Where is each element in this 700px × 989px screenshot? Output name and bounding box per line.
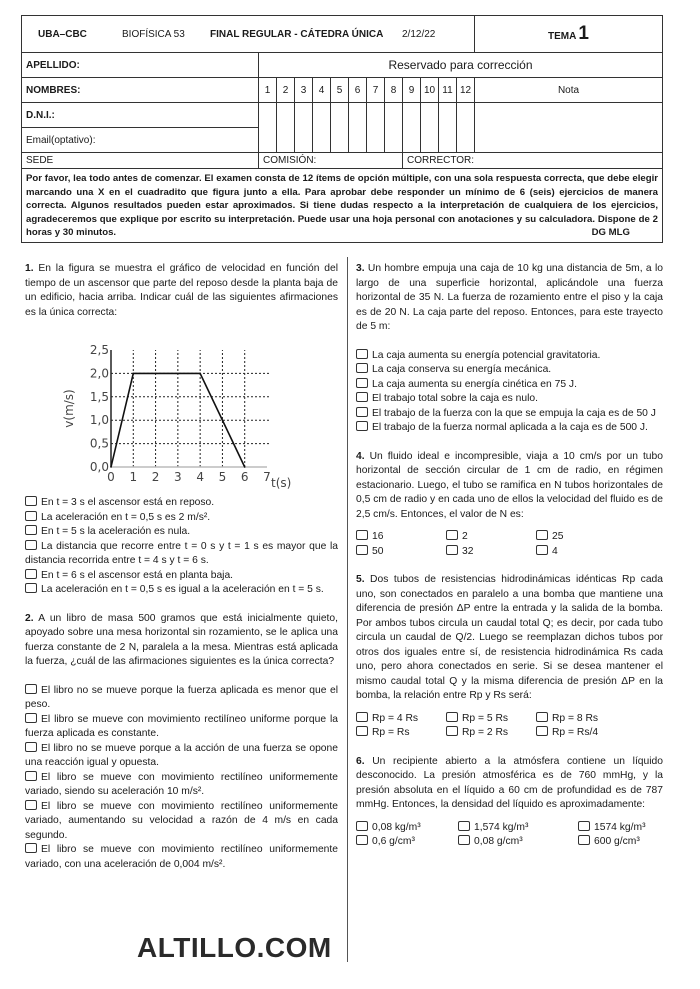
answer-option[interactable]: [356, 835, 458, 850]
answer-option-label: Rp = Rs/4: [552, 727, 599, 738]
checkbox-icon[interactable]: [25, 525, 37, 535]
answer-option-label: El trabajo de la fuerza con la que se empuja la caja es de 50 J: [372, 407, 656, 419]
answer-option[interactable]: [25, 525, 338, 540]
corrector-field[interactable]: [403, 153, 663, 169]
checkbox-icon[interactable]: [536, 712, 548, 722]
right-column: [356, 262, 663, 850]
checkbox-icon[interactable]: [356, 530, 368, 540]
checkbox-icon[interactable]: [25, 684, 37, 694]
answer-option-label: En t = 3 s el ascensor está en reposo.: [41, 497, 215, 508]
answer-option[interactable]: [25, 684, 338, 713]
question-number: 2.: [25, 612, 34, 624]
answer-option[interactable]: [356, 726, 446, 741]
answer-option[interactable]: [25, 800, 338, 844]
answer-option[interactable]: [356, 821, 458, 836]
question-5-text: [356, 573, 663, 704]
checkbox-icon[interactable]: [356, 726, 368, 736]
question-6-text: [356, 755, 663, 813]
grade-column-header: 12: [457, 78, 475, 103]
email-field[interactable]: [22, 128, 259, 153]
question-number: 6.: [356, 755, 365, 767]
checkbox-icon[interactable]: [25, 569, 37, 579]
checkbox-icon[interactable]: [356, 378, 368, 388]
answer-option-label: Rp = Rs: [372, 727, 410, 738]
answer-option[interactable]: [356, 712, 446, 727]
checkbox-icon[interactable]: [458, 821, 470, 831]
reserved-label: Reservado para corrección: [259, 53, 663, 78]
y-tick-label: 1,5: [89, 389, 109, 404]
answer-option-label: La aceleración en t = 0,5 s es igual a la aceleración en t = 5 s.: [41, 584, 324, 595]
question-number: 5.: [356, 574, 365, 585]
question-stem: A un libro de masa 500 gramos que está inicialmente quieto, apoyado sobre una mesa horizontal sin rozamiento, se le aplica una fuerza constante de 2 N, paralela a la mesa. Mientras está aplicada la fuerza, ¿cuál de las afirmaciones siguientes es la única correcta?: [25, 612, 338, 667]
comision-field[interactable]: [259, 153, 403, 169]
answer-option-label: Rp = 8 Rs: [552, 712, 599, 724]
tema-label: TEMA: [548, 31, 577, 42]
answer-option[interactable]: [578, 835, 668, 850]
checkbox-icon[interactable]: [446, 530, 458, 540]
question-stem: Dos tubos de resistencias hidrodinámicas idénticas Rp cada uno, son conectados en paralelo a una bomba que mantiene una diferencia de presión ΔP entre la entrada y la salida de la bomba. Por ambos tubos circula un caudal total Q; es decir, por cada tubo circula un caudal de Q/2. Luego se reemplazan dichos tubos por otros dos iguales entre sí, de resistencia hidrodinámica Rs cada uno, pero ahora conectados en serie. Si se desea mantener el mismo caudal total Q y la misma diferencia de presión ΔP en la bomba, la relación entre Rp y Rs será:: [356, 574, 663, 701]
x-axis-label: t(s): [271, 476, 292, 490]
checkbox-icon[interactable]: [356, 835, 368, 845]
grade-cell[interactable]: [385, 103, 403, 153]
checkbox-icon[interactable]: [356, 407, 368, 417]
answer-option-label: El trabajo total sobre la caja es nulo.: [372, 393, 538, 404]
question-3-options: [356, 349, 663, 436]
spacer: [356, 436, 663, 450]
apellido-label: APELLIDO:: [26, 59, 80, 71]
checkbox-icon[interactable]: [578, 835, 590, 845]
checkbox-icon[interactable]: [356, 712, 368, 722]
grade-cell[interactable]: [277, 103, 295, 153]
answer-option-label: El libro se mueve con movimiento rectilíneo uniformemente variado, aumentando su velocidad a razón de 4 m/s en cada segundo.: [25, 800, 338, 841]
answer-option-label: El trabajo de la fuerza normal aplicada a la caja es de 500 J.: [372, 422, 648, 433]
answer-option-label: Rp = 2 Rs: [462, 727, 509, 738]
tema-number: 1: [578, 23, 589, 44]
answer-option[interactable]: [25, 843, 338, 872]
y-tick-label: 1,0: [89, 413, 109, 428]
institution: UBA–CBC: [38, 28, 87, 40]
answer-option-label: 32: [462, 545, 474, 557]
y-tick-label: 2,0: [89, 366, 109, 381]
grade-column-header: 1: [259, 78, 277, 103]
answer-option[interactable]: [25, 540, 338, 569]
apellido-field[interactable]: [22, 53, 259, 78]
subject: BIOFÍSICA 53: [122, 28, 185, 40]
answer-option[interactable]: [536, 712, 646, 727]
question-4-text: [356, 450, 663, 523]
watermark-logo: ALTILLO.COM: [137, 932, 332, 963]
answer-option[interactable]: [458, 835, 578, 850]
answer-option[interactable]: [446, 726, 536, 741]
answer-option-label: 1574 kg/m³: [594, 821, 646, 833]
answer-option-label: El libro se mueve con movimiento rectilíneo uniformemente variado, siendo su aceleración 10 m/s².: [25, 771, 338, 797]
answer-option-label: 0,6 g/cm³: [372, 836, 415, 847]
checkbox-icon[interactable]: [536, 530, 548, 540]
answer-option[interactable]: [356, 392, 663, 407]
answer-option-label: El libro se mueve con movimiento rectilíneo uniforme porque la fuerza aplicada es constante.: [25, 713, 338, 739]
answer-option[interactable]: [578, 821, 668, 836]
answer-option[interactable]: [25, 511, 338, 526]
answer-option-label: Rp = 4 Rs: [372, 712, 419, 724]
grade-column-header: 2: [277, 78, 295, 103]
answer-option-label: Rp = 5 Rs: [462, 712, 509, 724]
x-tick-label: 3: [174, 470, 182, 484]
answer-option[interactable]: [356, 378, 663, 393]
x-tick-label: 0: [107, 470, 115, 484]
grade-column-header: 8: [385, 78, 403, 103]
column-divider: [347, 257, 348, 962]
answer-option[interactable]: [356, 407, 663, 422]
answer-option[interactable]: [356, 421, 663, 436]
exam-title-row: [22, 16, 475, 53]
answer-option-label: En t = 5 s la aceleración es nula.: [41, 526, 191, 537]
dni-label: D.N.I.:: [26, 109, 55, 121]
grade-cell[interactable]: [313, 103, 331, 153]
checkbox-icon[interactable]: [25, 583, 37, 593]
x-tick-label: 7: [263, 470, 271, 484]
spacer: [356, 559, 663, 573]
question-number: 3.: [356, 263, 365, 274]
grade-cell[interactable]: [259, 103, 277, 153]
exam-name: FINAL REGULAR - CÁTEDRA ÚNICA: [210, 28, 384, 40]
answer-option[interactable]: [25, 742, 338, 771]
sede-label: SEDE: [26, 155, 54, 166]
checkbox-icon[interactable]: [356, 392, 368, 402]
corrector-label: CORRECTOR:: [407, 155, 475, 166]
x-tick-label: 4: [196, 470, 204, 484]
answer-option-label: La caja aumenta su energía potencial gravitatoria.: [372, 349, 601, 361]
answer-option[interactable]: [356, 363, 663, 378]
grade-column-header: 3: [295, 78, 313, 103]
answer-option[interactable]: [458, 821, 578, 836]
answer-option-label: El libro no se mueve porque la fuerza aplicada es menor que el peso.: [25, 684, 338, 710]
answer-option[interactable]: [25, 713, 338, 742]
question-4-options: [356, 530, 663, 559]
grade-column-header: 10: [421, 78, 439, 103]
answer-option-label: La distancia que recorre entre t = 0 s y t = 1 s es mayor que la distancia recorrida entre t = 4 s y t = 6 s.: [25, 540, 338, 566]
question-stem: Un recipiente abierto a la atmósfera contiene un líquido desconocido. La presión atmosférica es de 760 mmHg, y la presión absoluta en el líquido a 60 cm de profundidad es de 787 mmHg. Entonces, la densidad del líquido es aproximadamente:: [356, 755, 663, 810]
dni-field[interactable]: [22, 103, 259, 128]
spacer: [25, 598, 338, 612]
instructions: [22, 169, 663, 243]
checkbox-icon[interactable]: [356, 363, 368, 373]
data-point: [244, 466, 246, 468]
answer-option[interactable]: [446, 545, 536, 560]
answer-option[interactable]: [25, 569, 338, 584]
answer-option-label: La aceleración en t = 0,5 s es 2 m/s².: [41, 511, 211, 523]
checkbox-icon[interactable]: [25, 496, 37, 506]
grade-cell[interactable]: [403, 103, 421, 153]
question-2-options: [25, 684, 338, 873]
checkbox-icon[interactable]: [25, 800, 37, 810]
question-3-text: [356, 262, 663, 335]
answer-option-label: 0,08 g/cm³: [474, 836, 523, 847]
checkbox-icon[interactable]: [25, 713, 37, 723]
question-number: 4.: [356, 450, 365, 462]
x-tick-label: 2: [151, 470, 160, 484]
nombres-field[interactable]: [22, 78, 259, 103]
x-tick-label: 6: [240, 470, 249, 484]
answer-option-label: 16: [372, 531, 384, 542]
spacer: [25, 670, 338, 684]
question-stem: Un hombre empuja una caja de 10 kg una distancia de 5m, a lo largo de una superficie horizontal, aplicándole una fuerza horizontal de 35 N. La fuerza de rozamiento entre el piso y la caja es de 20 N. La caja parte del reposo. Entonces, para este trayecto de 5 m:: [356, 263, 663, 332]
question-1-options: [25, 496, 338, 598]
checkbox-icon[interactable]: [25, 540, 37, 550]
answer-option-label: 1,574 kg/m³: [474, 821, 529, 833]
grade-column-header: 9: [403, 78, 421, 103]
answer-option[interactable]: [356, 349, 663, 364]
y-tick-label: 0,0: [89, 460, 109, 474]
checkbox-icon[interactable]: [356, 349, 368, 359]
data-point: [110, 466, 112, 468]
x-tick-label: 5: [218, 470, 227, 484]
data-point: [132, 373, 134, 375]
y-tick-label: 2,5: [89, 343, 109, 357]
question-number: 1.: [25, 263, 34, 274]
answer-option[interactable]: [446, 530, 536, 545]
tema-cell: [475, 16, 663, 53]
question-5-options: [356, 712, 663, 741]
answer-option-label: La caja conserva su energía mecánica.: [372, 364, 552, 375]
comision-label: COMISIÓN:: [263, 155, 317, 166]
answer-option-label: En t = 6 s el ascensor está en planta baja.: [41, 569, 234, 581]
answer-option-label: 0,08 kg/m³: [372, 821, 421, 833]
answer-option[interactable]: [25, 496, 338, 511]
checkbox-icon[interactable]: [578, 821, 590, 831]
question-6-options: [356, 821, 663, 850]
spacer: [356, 741, 663, 755]
nombres-label: NOMBRES:: [26, 84, 81, 96]
grade-cell[interactable]: [439, 103, 457, 153]
email-label: Email(optativo):: [26, 134, 96, 146]
exam-date: 2/12/22: [402, 28, 436, 40]
instructions-text: Por favor, lea todo antes de comenzar. El examen consta de 12 ítems de opción múltiple, con una sola respuesta correcta, que debe elegir marcando una X en el cuadradito que figura junto a ella. Para aprobar debe responder un mínimo de 6 (seis) ejercicios de manera correcta. Algunos resultados pueden estar aproximados. Si tiene dudas respecto a la interpretación de cualquiera de los ejercicios, agradeceremos que explique por escrito su interpretación. Puede usar una hoja personal con anotaciones y su calculadora. Dispone de 2 horas y 30 minutos.: [26, 173, 658, 239]
checkbox-icon[interactable]: [446, 545, 458, 555]
nota-header: Nota: [475, 78, 663, 103]
answer-option-label: 4: [552, 545, 558, 557]
question-2-text: [25, 612, 338, 670]
answer-option[interactable]: [536, 545, 646, 560]
answer-option[interactable]: [536, 726, 646, 741]
answer-option[interactable]: [25, 771, 338, 800]
answer-option[interactable]: [446, 712, 536, 727]
answer-option[interactable]: [356, 545, 446, 560]
grade-cell[interactable]: [295, 103, 313, 153]
grade-column-header: 5: [331, 78, 349, 103]
signature: DG MLG: [591, 227, 630, 239]
checkbox-icon[interactable]: [356, 421, 368, 431]
y-axis-label: v(m/s): [62, 389, 76, 428]
answer-option-label: 25: [552, 531, 564, 542]
sede-field[interactable]: [22, 153, 259, 169]
grade-cell[interactable]: [367, 103, 385, 153]
grade-column-header: 11: [439, 78, 457, 103]
checkbox-icon[interactable]: [25, 771, 37, 781]
answer-option-label: 50: [372, 545, 384, 557]
grade-cell[interactable]: [349, 103, 367, 153]
answer-option[interactable]: [536, 530, 646, 545]
checkbox-icon[interactable]: [446, 726, 458, 736]
checkbox-icon[interactable]: [356, 545, 368, 555]
data-point: [199, 373, 201, 375]
grade-column-header: 4: [313, 78, 331, 103]
question-stem: En la figura se muestra el gráfico de velocidad en función del tiempo de un ascensor que parte del reposo desde la planta baja de un edificio, hacia arriba. Indicar cuál de las siguientes afirmaciones es la única correcta:: [25, 263, 338, 318]
checkbox-icon[interactable]: [536, 726, 548, 736]
question-stem: Un fluido ideal e incompresible, viaja a 10 cm/s por un tubo horizontal de sección circular de 1 cm de radio, en régimen estacionario. Luego, el tubo se ramifica en N tubos horizontales de 0,5 cm de radio y en cada uno de ellos la velocidad del fluido es de 2,5 cm/s. Entonces, el valor de N es:: [356, 450, 663, 520]
grade-cell[interactable]: [421, 103, 439, 153]
checkbox-icon[interactable]: [356, 821, 368, 831]
answer-option-label: 600 g/cm³: [594, 836, 640, 847]
y-tick-label: 0,5: [89, 436, 109, 451]
checkbox-icon[interactable]: [25, 742, 37, 752]
grade-cell[interactable]: [457, 103, 475, 153]
grade-cell[interactable]: [331, 103, 349, 153]
checkbox-icon[interactable]: [446, 712, 458, 722]
answer-option[interactable]: [25, 583, 338, 598]
answer-option-label: El libro no se mueve porque a la acción de una fuerza se opone una reacción igual y opuesta.: [25, 742, 338, 768]
grade-column-header: 6: [349, 78, 367, 103]
answer-option[interactable]: [356, 530, 446, 545]
answer-option-label: 2: [462, 531, 468, 542]
answer-option-label: El libro se mueve con movimiento rectilíneo uniformemente variado, con una aceleración de 0,004 m/s².: [25, 844, 338, 870]
question-1-text: [25, 262, 338, 320]
x-tick-label: 1: [129, 470, 138, 484]
checkbox-icon[interactable]: [25, 511, 37, 521]
checkbox-icon[interactable]: [25, 843, 37, 853]
checkbox-icon[interactable]: [536, 545, 548, 555]
velocity-time-chart: [60, 337, 300, 497]
spacer: [356, 335, 663, 349]
nota-cell[interactable]: [475, 103, 663, 153]
grade-column-header: 7: [367, 78, 385, 103]
exam-header-table: [21, 15, 663, 243]
answer-option-label: La caja aumenta su energía cinética en 75 J.: [372, 378, 577, 390]
checkbox-icon[interactable]: [458, 835, 470, 845]
